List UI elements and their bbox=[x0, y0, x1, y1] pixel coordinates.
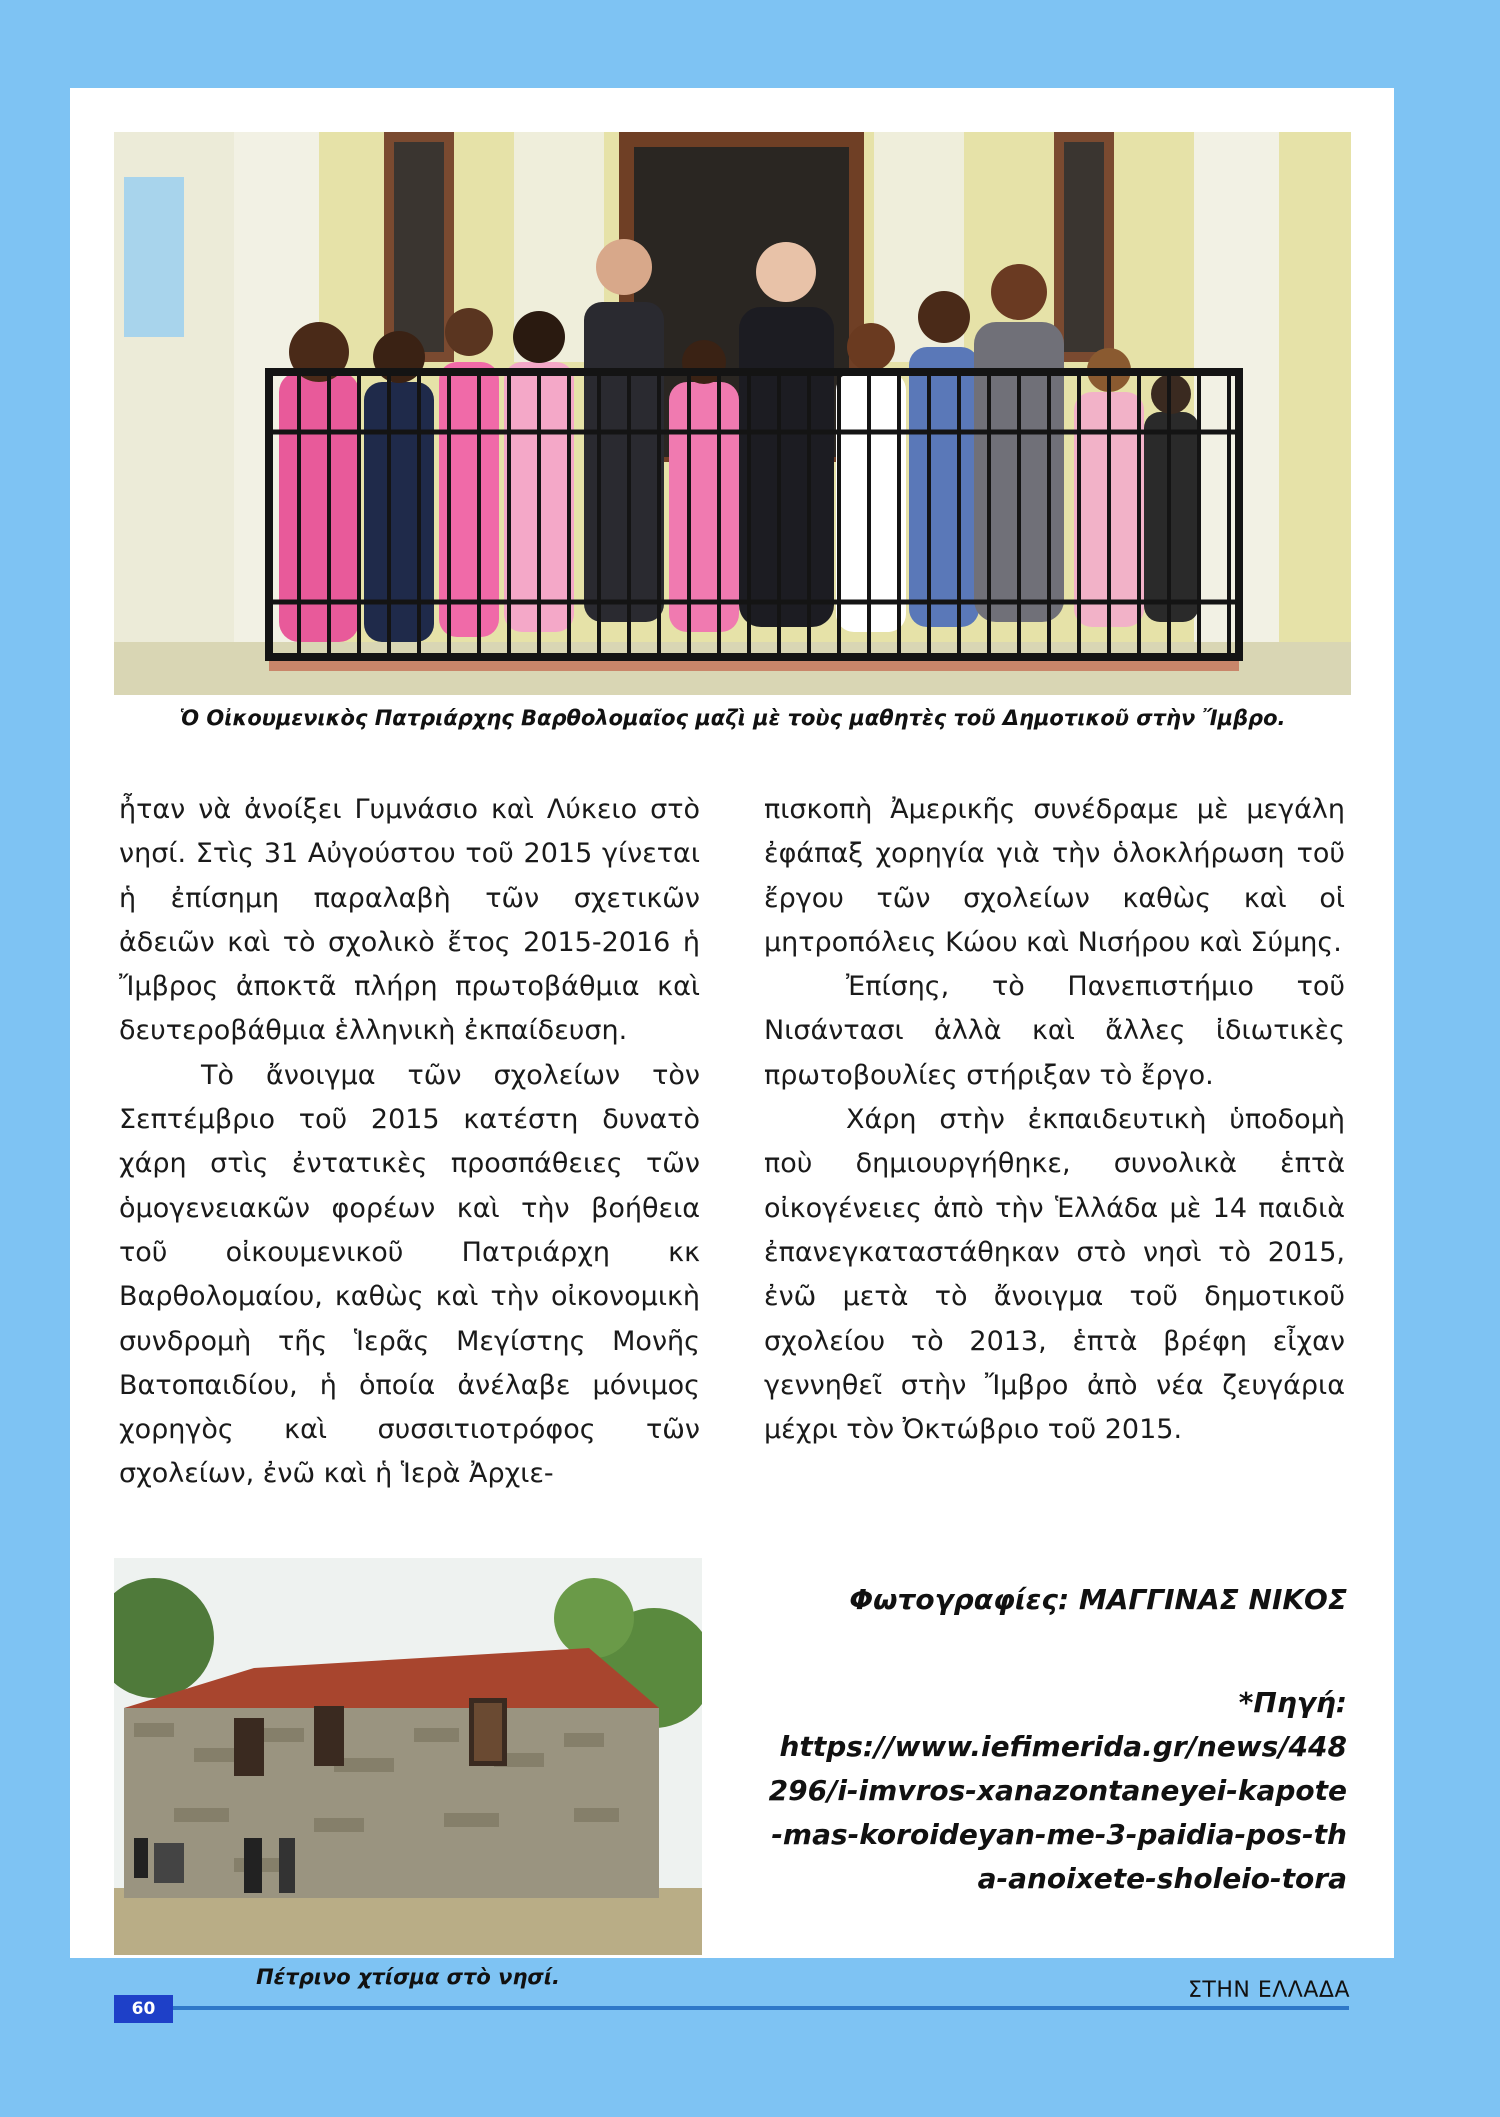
source-url-link[interactable]: https://www.iefimerida.gr/news/448296/i-imvros-xanazontaneyei-kapote-mas-koroideyan-me-3-paidia-pos-tha-anoixete-sholeio-tora bbox=[768, 1730, 1347, 1895]
magazine-page bbox=[70, 88, 1394, 1989]
section-title: ΣΤΗΝ ΕΛΛΑΔΑ bbox=[1188, 1978, 1350, 2003]
paragraph: ἦταν νὰ ἀνοίξει Γυμνάσιο καὶ Λύκειο στὸ νησί. Στὶς 31 Αὐγούστου τοῦ 2015 γίνεται ἡ ἐπίσημη παραλαβὴ τῶν σχετικῶν ἀδειῶν καὶ τὸ σχολικὸ ἔτος 2015-2016 ἡ Ἴμβρος ἀποκτᾶ πλήρη πρωτοβάθμια καὶ δευτεροβάθμια ἑλληνικὴ ἐκπαίδευση. bbox=[119, 794, 700, 1047]
left-text-column bbox=[119, 788, 700, 1497]
paragraph: πισκοπὴ Ἀμερικῆς συνέδραμε μὲ μεγάλη ἐφάπαξ χορηγία γιὰ τὴν ὁλοκλήρωση τοῦ ἔργου τῶν σχολείων καθὼς καὶ οἱ μητροπόλεις Κώου καὶ Νισήρου καὶ Σύμης. bbox=[764, 794, 1345, 958]
stone-building-illustration bbox=[114, 1558, 702, 1955]
balcony-photo-illustration bbox=[114, 132, 1351, 695]
footer-divider bbox=[114, 2006, 1349, 2010]
stone-building-photo bbox=[114, 1558, 702, 1955]
paragraph: Ἐπίσης, τὸ Πανεπιστήμιο τοῦ Νισάντασι ἀλλὰ καὶ ἄλλες ἰδιωτικὲς πρωτοβουλίες στήριξαν τὸ ἔργο. bbox=[764, 971, 1345, 1091]
top-photo-caption: Ὁ Οἰκουμενικὸς Πατριάρχης Βαρθολομαῖος μαζὶ μὲ τοὺς μαθητὲς τοῦ Δημοτικοῦ στὴν Ἴμβρο. bbox=[179, 706, 1286, 730]
right-text-column bbox=[764, 788, 1345, 1452]
bottom-photo-caption: Πέτρινο χτίσμα στὸ νησί. bbox=[256, 1965, 560, 1989]
page-number: 60 bbox=[114, 1995, 173, 2023]
paragraph: Τὸ ἄνοιγμα τῶν σχολείων τὸν Σεπτέμβριο τοῦ 2015 κατέστη δυνατὸ χάρη στὶς ἐντατικὲς προσπάθειες τῶν ὁμογενειακῶν φορέων καὶ τὴν βοήθεια τοῦ οἰκουμενικοῦ Πατριάρχη κκ Βαρθολομαίου, καθὼς καὶ τὴν οἰκονομικὴ συνδρομὴ τῆς Ἱερᾶς Μεγίστης Μονῆς Βατοπαιδίου, ἡ ὁποία ἀνέλαβε μόνιμος χορηγὸς καὶ συσσιτιοτρόφος τῶν σχολείων, ἐνῶ καὶ ἡ Ἱερὰ Ἀρχιε- bbox=[119, 1059, 700, 1490]
paragraph: Χάρη στὴν ἐκπαιδευτικὴ ὑποδομὴ ποὺ δημιουργήθηκε, συνολικὰ ἑπτὰ οἰκογένειες ἀπὸ τὴν Ἑλλάδα μὲ 14 παιδιὰ ἐπανεγκαταστάθηκαν στὸ νησὶ τὸ 2015, ἐνῶ μετὰ τὸ ἄνοιγμα τοῦ δημοτικοῦ σχολείου τὸ 2013, ἑπτὰ βρέφη εἶχαν γεννηθεῖ στὴν Ἴμβρο ἀπὸ νέα ζευγάρια μέχρι τὸν Ὀκτώβριο τοῦ 2015. bbox=[764, 1104, 1345, 1446]
photo-credit: Φωτογραφίες: ΜΑΓΓΙΝΑΣ ΝΙΚΟΣ bbox=[849, 1583, 1347, 1616]
balcony-group-photo bbox=[114, 132, 1351, 695]
source-block bbox=[764, 1681, 1347, 1901]
source-label: *Πηγή: bbox=[1238, 1686, 1347, 1719]
